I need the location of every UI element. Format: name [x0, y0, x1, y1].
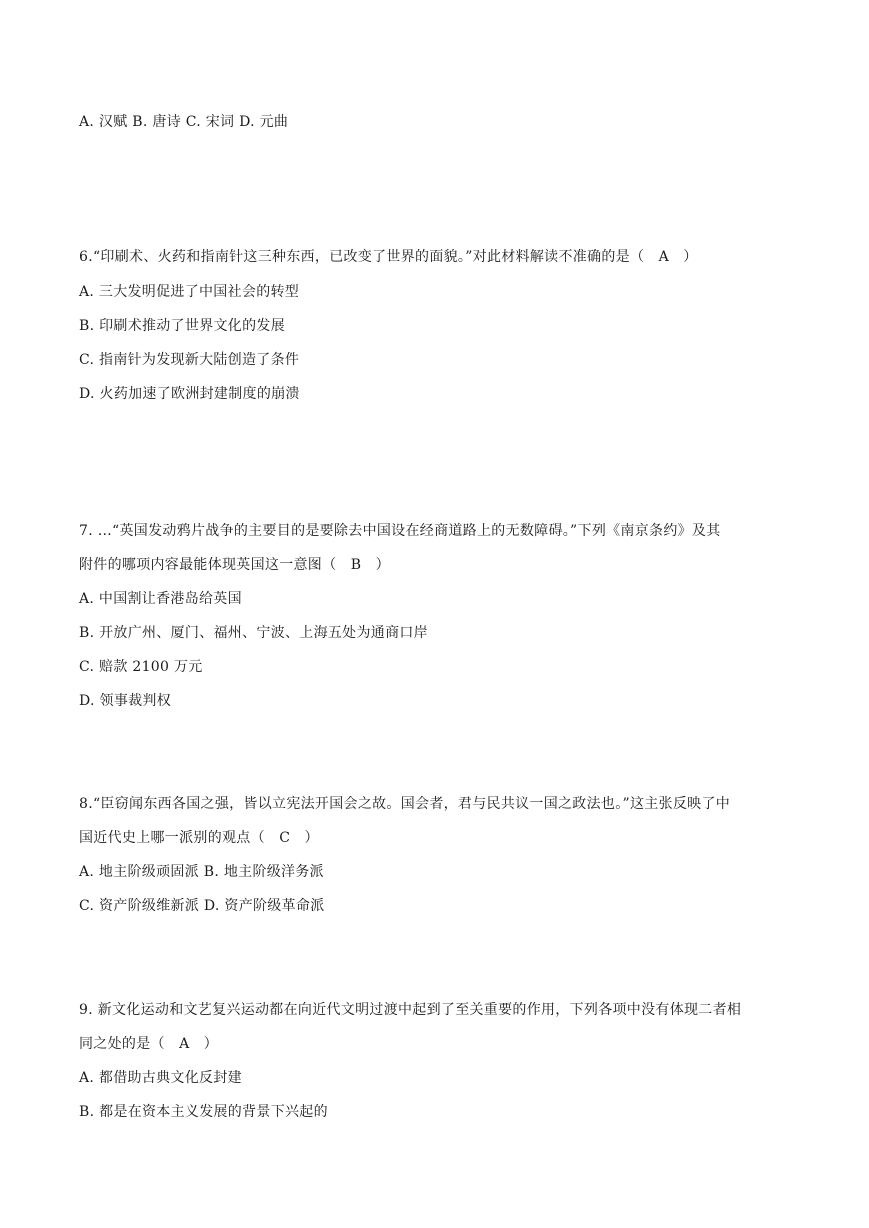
q6-option-a: A. 三大发明促进了中国社会的转型	[79, 284, 300, 300]
q8-options-line-1: A. 地主阶级顽固派 B. 地主阶级洋务派	[79, 864, 324, 880]
q7-option-c: C. 赔款 2100 万元	[79, 659, 203, 675]
q5-options-line: A. 汉赋 B. 唐诗 C. 宋词 D. 元曲	[79, 114, 289, 130]
q7-stem-line-2: 附件的哪项内容最能体现英国这一意图（ B ）	[79, 557, 390, 573]
q9-option-a: A. 都借助古典文化反封建	[79, 1070, 242, 1086]
q6-option-c: C. 指南针为发现新大陆创造了条件	[79, 352, 300, 368]
q6-option-b: B. 印刷术推动了世界文化的发展	[79, 318, 285, 334]
q8-stem-line-2: 国近代史上哪一派别的观点（ C ）	[79, 830, 319, 846]
q7-option-d: D. 领事裁判权	[79, 693, 172, 709]
q8-stem-line-1: 8.“臣窃闻东西各国之强，皆以立宪法开国会之故。国会者，君与民共议一国之政法也。”这主张反映了中	[79, 796, 731, 812]
q9-stem-line-2: 同之处的是（ A ）	[79, 1036, 219, 1052]
q9-option-b: B. 都是在资本主义发展的背景下兴起的	[79, 1104, 328, 1120]
q7-option-b: B. 开放广州、厦门、福州、宁波、上海五处为通商口岸	[79, 625, 428, 641]
q7-stem-line-1: 7. …“英国发动鸦片战争的主要目的是要除去中国设在经商道路上的无数障碍。”下列《南京条约》及其	[79, 523, 721, 539]
q7-option-a: A. 中国割让香港岛给英国	[79, 591, 242, 607]
q6-option-d: D. 火药加速了欧洲封建制度的崩溃	[79, 386, 300, 402]
q8-options-line-2: C. 资产阶级维新派 D. 资产阶级革命派	[79, 898, 325, 914]
q9-stem-line-1: 9. 新文化运动和文艺复兴运动都在向近代文明过渡中起到了至关重要的作用，下列各项中没有体现二者相	[79, 1002, 742, 1018]
q6-stem: 6.“印刷术、火药和指南针这三种东西，已改变了世界的面貌。”对此材料解读不准确的是（ A ）	[79, 249, 698, 265]
